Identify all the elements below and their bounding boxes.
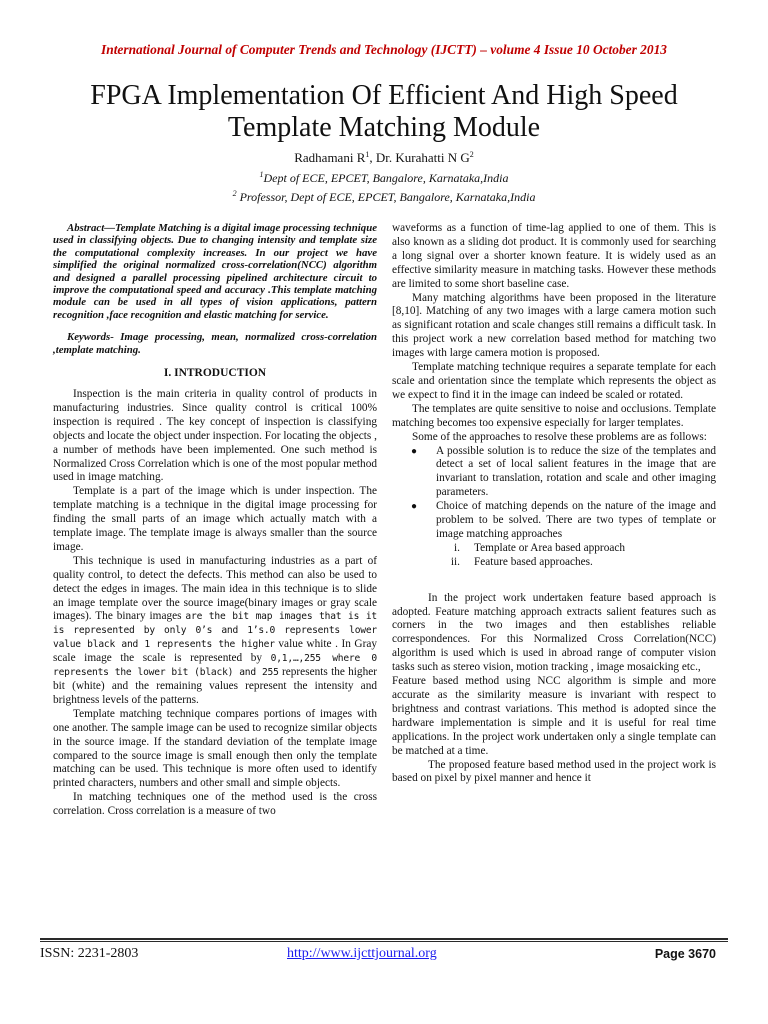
roman-text-1: Template or Area based approach (474, 541, 626, 554)
bullet-text-2: Choice of matching depends on the nature of the image and problem to be solved. There are two types of template or image matching approaches (436, 500, 716, 540)
keywords: Keywords- Image processing, mean, normalized cross-correlation ,template matching. (53, 331, 377, 356)
right-paragraph-1: waveforms as a function of time-lag applied to one of them. This is also known as a sliding dot product. It is commonly used for searching a long signal over a shorter known feature. It is widely used as an effective similarity measure in matching tasks. However these methods are limited to some short baseline case. (392, 222, 716, 290)
affiliation-1 (0, 171, 768, 186)
footer-issn: ISSN: 2231-2803 (40, 946, 139, 961)
right-paragraph-7: Feature based method using NCC algorithm is simple and more accurate as the similarity measure is invariant with respect to brightness and contrast variations. This method is adopted since the hardware implementation is simple and it is useful for real time applications. In the project work undertaken only a single template can be matched at a time. (392, 675, 716, 757)
right-paragraph-5: Some of the approaches to resolve these problems are as follows: (412, 430, 707, 443)
bullet-dot-icon: ● (410, 501, 418, 513)
footer-journal-link[interactable]: http://www.ijcttjournal.org (287, 946, 437, 961)
roman-item-1 (392, 542, 716, 556)
roman-text-2: Feature based approaches. (474, 555, 593, 568)
roman-number-2: ii. (450, 555, 460, 568)
right-paragraph-6: In the project work undertaken feature based approach is adopted. Feature matching approach extracts salient features such as corners in the two images and then establishes reliable correspondences. For this Normalized Cross Correlation(NCC) algorithm is used which is used in abroad range of computer vision tasks such as stereo vision, motion tracking , image mosaicking etc., (392, 591, 716, 674)
affiliation-2-sup: 2 (232, 189, 237, 198)
right-paragraph-2: Many matching algorithms have been proposed in the literature [8,10]. Matching of any two images with a large camera motion such as significant rotation and scale changes still remains a difficult task. In this project work a new correlation based method for matching two images with large camera motion is proposed. (392, 291, 716, 360)
right-column (392, 222, 716, 786)
intro-paragraph-3-c: represents the higher bit (white) and the remaining values represent the intensity and brightness levels of the patterns. (53, 666, 377, 706)
author-2: Dr. Kurahatti N G (375, 150, 470, 165)
authors (0, 150, 768, 166)
journal-header: International Journal of Computer Trends and Technology (IJCTT) – volume 4 Issue 10 October 2013 (101, 42, 667, 57)
title-line-2: Template Matching Module (227, 112, 541, 143)
affiliation-2 (0, 190, 768, 205)
bullet-item-1 (392, 445, 716, 501)
affiliation-2-text: Professor, Dept of ECE, EPCET, Bangalore, Karnataka,India (239, 190, 536, 204)
paper-title (40, 80, 728, 144)
author-1: Radhamani R (294, 150, 366, 165)
intro-paragraph-1: Inspection is the main criteria in quality control of products in manufacturing industries. Since quality control is critical 100% inspection is required . The key concept of inspection is classifying objects and locate the object under inspection. For locating the objects , a number of methods have been implemented. One such method is Normalized Cross Correlation which is one of the most popular method used in image matching. (53, 387, 377, 484)
abstract: Abstract—Template Matching is a digital image processing technique used in classifying objects. Due to changing intensity and template size the computational complexity increases. In our project we have simplified the original normalized cross-correlation(NCC) algorithm and designed a parallel processing pipelined architecture circuit to improve the computational speed and accuracy .This template matching module can be used in all types of vision applications, pattern recognition ,face recognition and elastic matching for service. (53, 222, 377, 321)
footer-rule (40, 938, 728, 940)
intro-paragraph-3-a: This technique is used in manufacturing industries as a part of quality control, to detect the defects. This method can also be used to detect the edges in images. The main idea in this technique is to slide an image template over the source image(binary images or gray scale images). The binary images (53, 554, 377, 623)
title-line-1: FPGA Implementation Of Efficient And High Speed (90, 80, 678, 111)
bullet-dot-icon: ● (410, 445, 418, 457)
footer-page-number: Page 3670 (654, 947, 716, 961)
intro-paragraph-3-mono: are the bit map images that is it is represented by only 0’s and 1’s.0 represents lower value black and 1 represents the higher (53, 611, 377, 651)
intro-paragraph-5: In matching techniques one of the method used is the cross correlation. Cross correlation is a measure of two (53, 791, 377, 818)
author-2-sup: 2 (469, 150, 474, 159)
left-column (53, 222, 377, 819)
intro-paragraph-4: Template matching technique compares portions of images with one another. The sample image can be used to recognize similar objects in the source image. If the standard deviation of the template image compared to the source image is small enough then only the template matching can be used. This technique is more often used to identify printed characters, numbers and other small and simple objects. (53, 707, 377, 790)
bullet-text-1: A possible solution is to reduce the size of the templates and detect a set of local salient features in the image that are invariant to translation, rotation and scale and other imaging parameters. (436, 444, 716, 499)
intro-paragraph-2: Template is a part of the image which is under inspection. The template matching is a technique in the digital image processing for finding the small parts of an image which actually match with a template image. The template image is always smaller than the source image. (53, 485, 377, 553)
affiliation-1-sup: 1 (259, 170, 264, 179)
author-sep: , (369, 150, 376, 165)
intro-paragraph-3 (53, 555, 377, 708)
right-paragraph-8: The proposed feature based method used in the project work is based on pixel by pixel manner and hence it (392, 758, 716, 785)
bullet-item-2 (392, 500, 716, 542)
spacer (392, 570, 716, 592)
footer-rule-thin (40, 941, 728, 942)
author-1-sup: 1 (365, 150, 370, 159)
roman-number-1: i. (454, 541, 460, 554)
roman-item-2 (392, 556, 716, 570)
section-heading-introduction: I. INTRODUCTION (163, 367, 267, 380)
affiliation-1-text: Dept of ECE, EPCET, Bangalore, Karnataka,India (263, 171, 509, 185)
intro-paragraph-3-mono-2: 0,1,…,255 where 0 represents the lower bit (black) and 255 (53, 653, 377, 679)
right-paragraph-4: The templates are quite sensitive to noise and occlusions. Template matching becomes too expensive especially for larger templates. (392, 402, 716, 429)
intro-paragraph-3-b: value white . In Gray scale image the scale is represented by (53, 638, 377, 665)
right-paragraph-3: Template matching technique requires a separate template for each scale and orientation since the template which represents the object as we expect to find it in the image can indeed be scaled or rotated. (392, 361, 716, 401)
